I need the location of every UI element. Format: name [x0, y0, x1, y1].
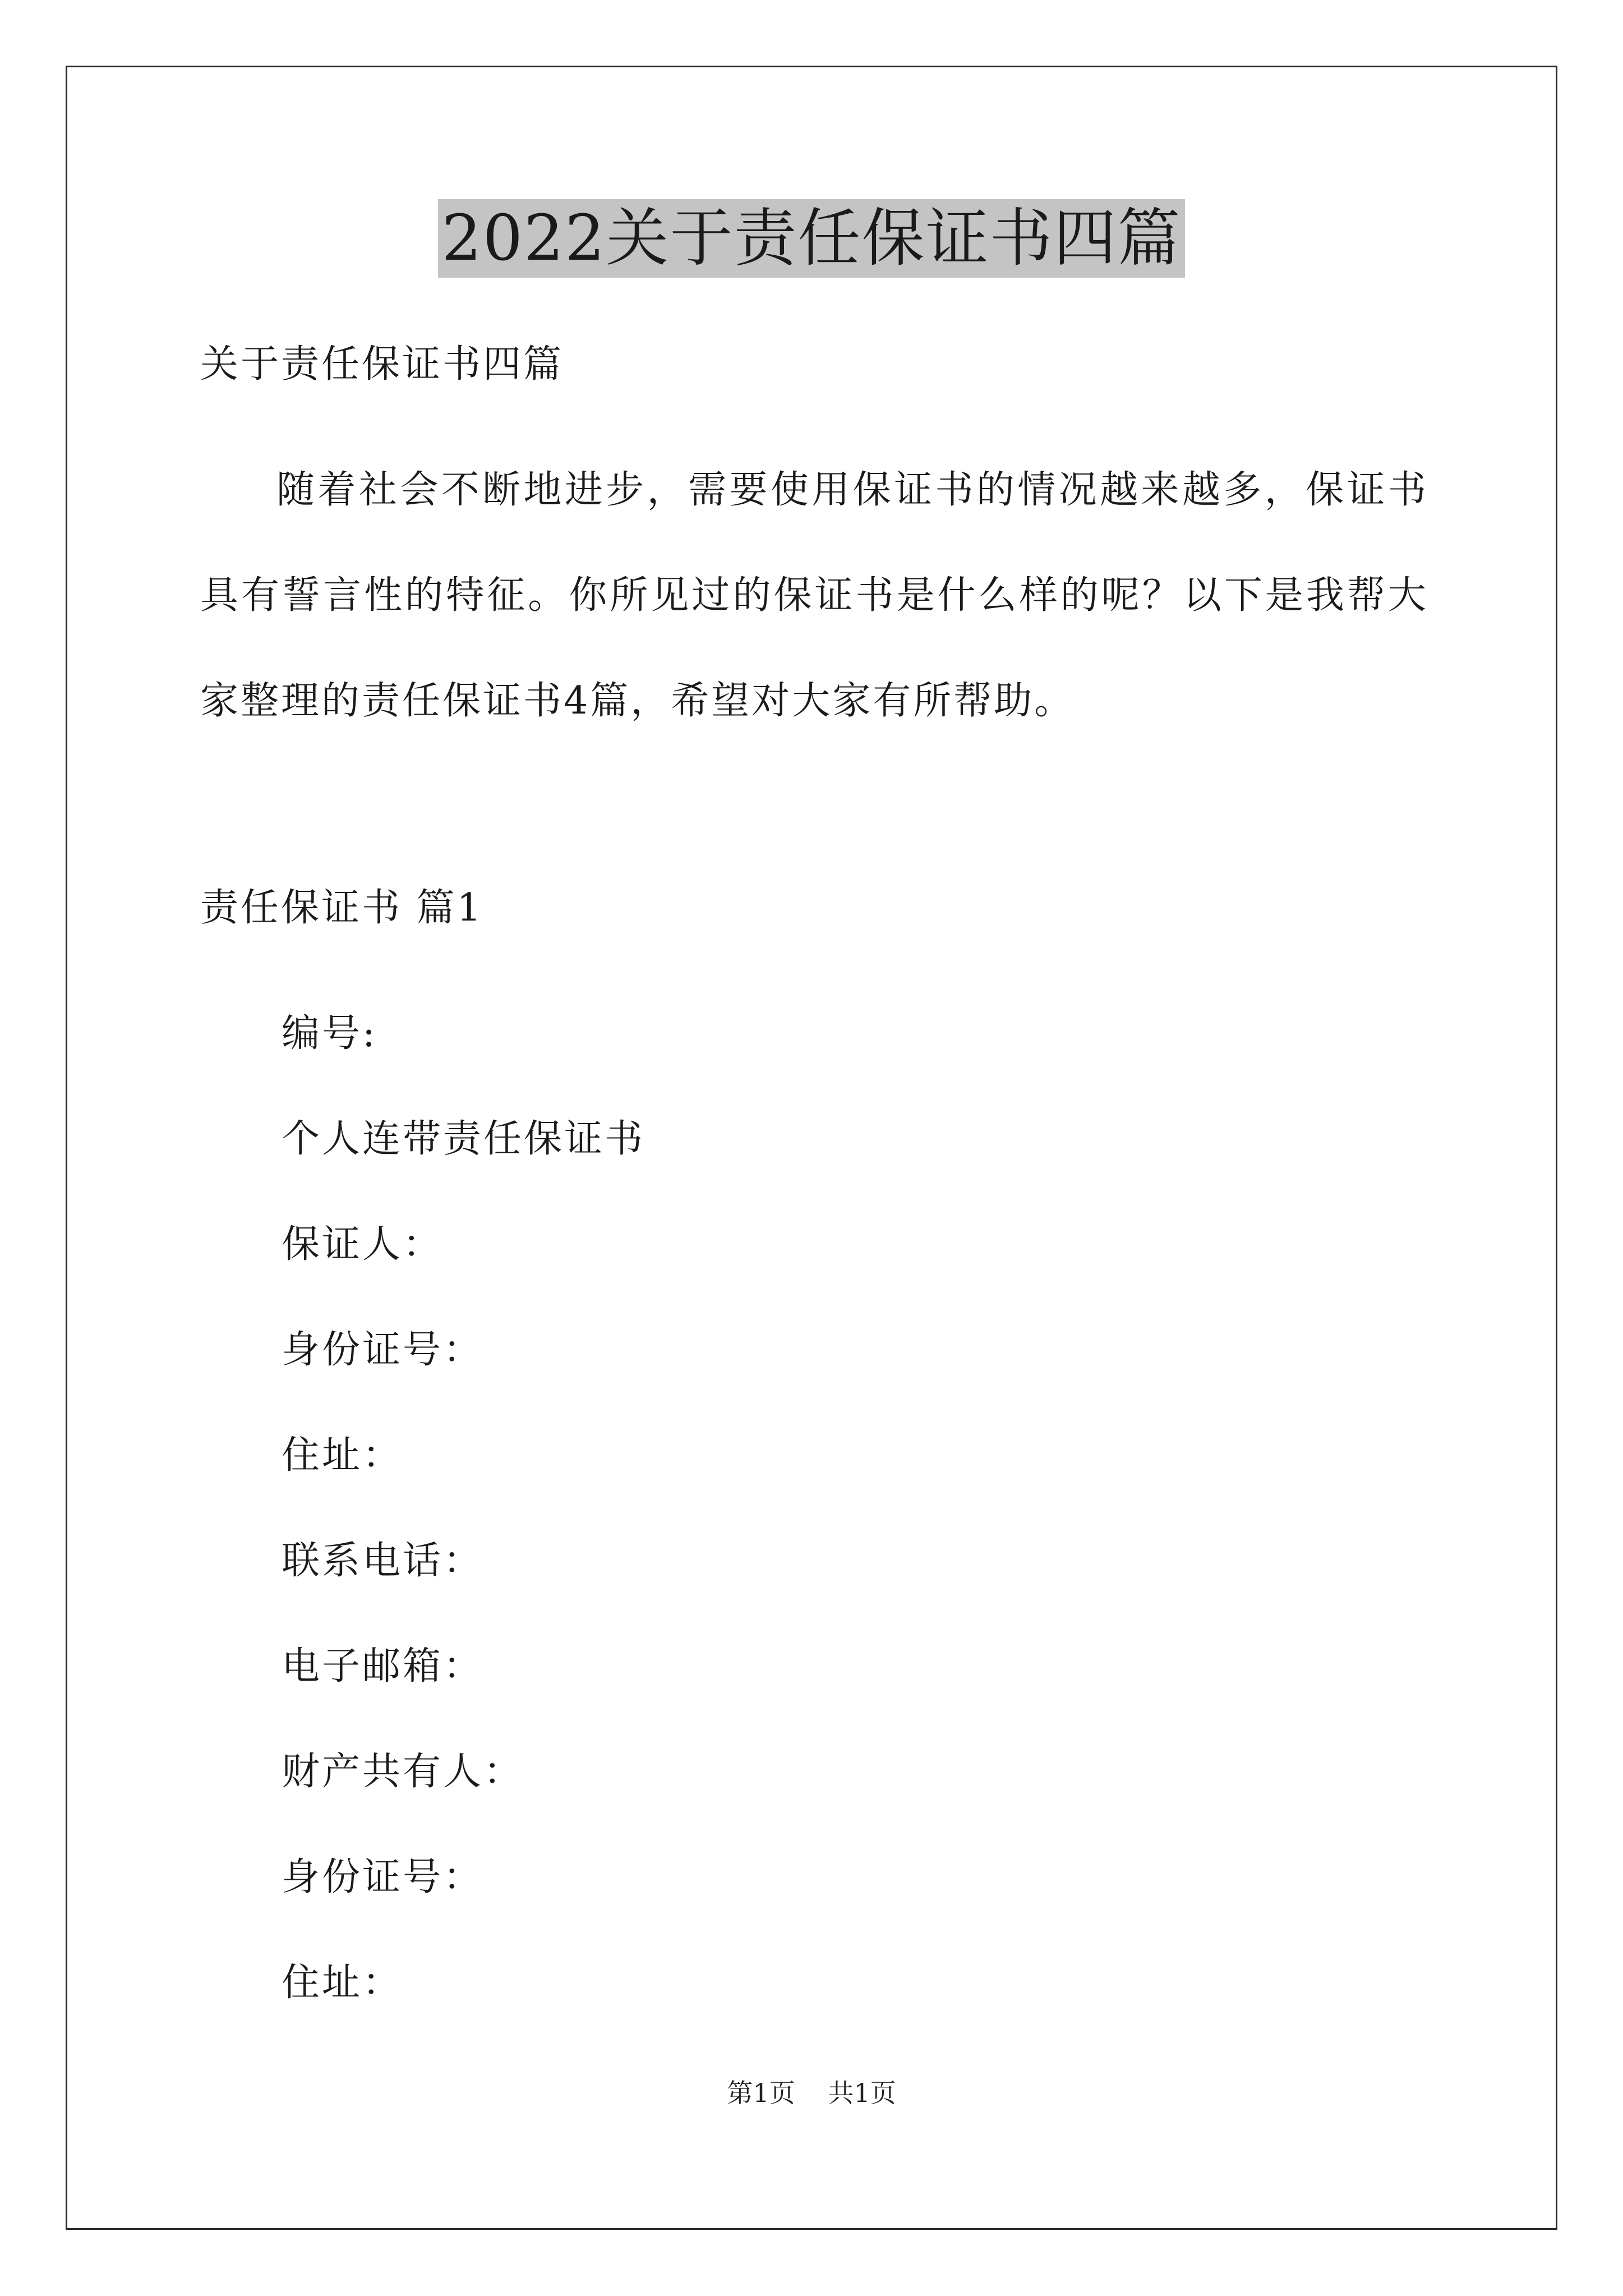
field-co-owner: 财产共有人： — [282, 1750, 524, 1794]
field-address: 住址： — [282, 1433, 403, 1478]
field-guarantor: 保证人： — [282, 1222, 444, 1267]
field-email: 电子邮箱： — [282, 1644, 484, 1688]
section-heading: 责任保证书 篇1 — [200, 886, 483, 930]
field-co-owner-id: 身份证号： — [282, 1855, 484, 1899]
page-number: 第1页 — [727, 2078, 795, 2108]
document-body — [200, 331, 1428, 2036]
document-subtitle: 关于责任保证书四篇 — [200, 342, 564, 386]
document-title: 2022关于责任保证书四篇 — [438, 199, 1184, 278]
field-co-owner-address: 住址： — [282, 1961, 403, 2005]
field-phone: 联系电话： — [282, 1539, 484, 1583]
form-fields — [200, 981, 1428, 2036]
page-total: 共1页 — [828, 2078, 896, 2108]
field-doc-name: 个人连带责任保证书 — [282, 1117, 645, 1161]
field-id-number: 身份证号： — [282, 1328, 484, 1372]
page-footer — [0, 2073, 1623, 2110]
title-container — [0, 199, 1623, 278]
intro-paragraph: 随着社会不断地进步，需要使用保证书的情况越来越多，保证书具有誓言性的特征。你所见过的保证书是什么样的呢？以下是我帮大家整理的责任保证书4篇，希望对大家有所帮助。 — [200, 468, 1428, 723]
field-serial-number: 编号: — [282, 1011, 377, 1056]
